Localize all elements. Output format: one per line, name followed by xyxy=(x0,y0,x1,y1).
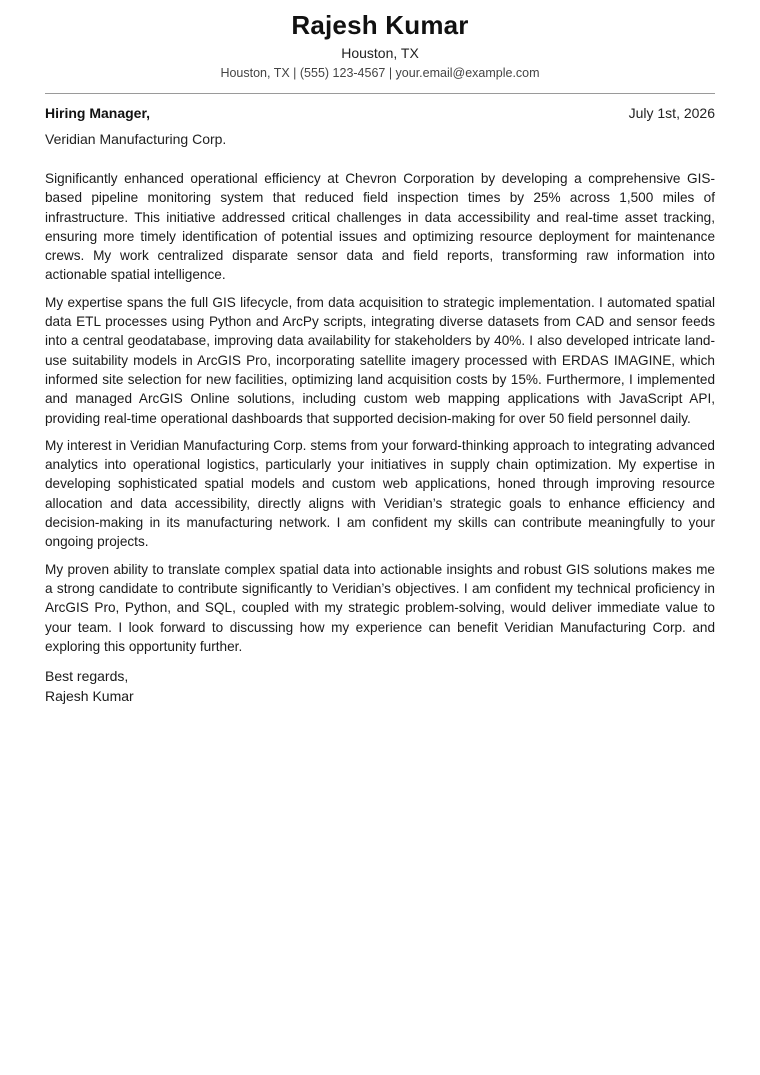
signature-name: Rajesh Kumar xyxy=(45,687,134,704)
recipient-greeting: Hiring Manager, xyxy=(45,105,151,121)
letter-header xyxy=(45,0,715,82)
recipient-row xyxy=(45,104,715,123)
body-paragraph: My expertise spans the full GIS lifecycle, from data acquisition to strategic implementation. I automated spatial data ETL processes using Python and ArcPy scripts, integrating diverse datasets from CAD and sensor feeds into a central geodatabase, improving data availability for stakeholders by 40%. I also developed intricate land-use suitability models in ArcGIS Pro, incorporating satellite imagery processed with ERDAS IMAGINE, which informed site selection for new facilities, optimizing land acquisition costs by 15%. Furthermore, I implemented and managed ArcGIS Online solutions, including custom web mapping applications with JavaScript API, providing real-time operational dashboards that supported decision-making for over 50 field personnel daily. xyxy=(45,294,715,426)
sender-city: Houston, TX xyxy=(341,45,419,61)
letter-date: July 1st, 2026 xyxy=(628,105,715,121)
letter-body xyxy=(45,169,715,656)
body-paragraph: My interest in Veridian Manufacturing Corp. stems from your forward-thinking approach to integrating advanced analytics into operational logistics, particularly your initiatives in supply chain optimization. My expertise in developing sophisticated spatial models and custom web applications, honed through improving resource allocation and data accessibility, directly aligns with Veridian’s strategic goals to enhance efficiency and decision-making in its manufacturing network. I am confident my skills can contribute meaningfully to your ongoing projects. xyxy=(45,437,715,550)
body-paragraph: Significantly enhanced operational efficiency at Chevron Corporation by developing a comprehensive GIS-based pipeline monitoring system that reduced field inspection times by 25% across 1,500 miles of infrastructure. This initiative addressed critical challenges in data accessibility and real-time asset tracking, ensuring more timely identification of potential issues and optimizing resource deployment for maintenance crews. My work centralized disparate sensor data and field reports, transforming raw information into actionable spatial intelligence. xyxy=(45,171,715,283)
recipient-company: Veridian Manufacturing Corp. xyxy=(45,131,227,147)
body-paragraph: My proven ability to translate complex spatial data into actionable insights and robust GIS solutions makes me a strong candidate to contribute significantly to Veridian’s objectives. I am confident my technical proficiency in ArcGIS Pro, Python, and SQL, coupled with my strategic problem-solving, would deliver immediate value to your team. I look forward to discussing how my experience can benefit Veridian Manufacturing Corp. and exploring this opportunity further. xyxy=(45,561,715,654)
sender-name: Rajesh Kumar xyxy=(291,10,469,40)
sender-contact-line: Houston, TX | (555) 123-4567 | your.email@example.com xyxy=(220,66,540,80)
letter-closing xyxy=(45,667,715,706)
closing-salutation: Best regards, xyxy=(45,668,129,685)
header-divider xyxy=(45,93,715,94)
